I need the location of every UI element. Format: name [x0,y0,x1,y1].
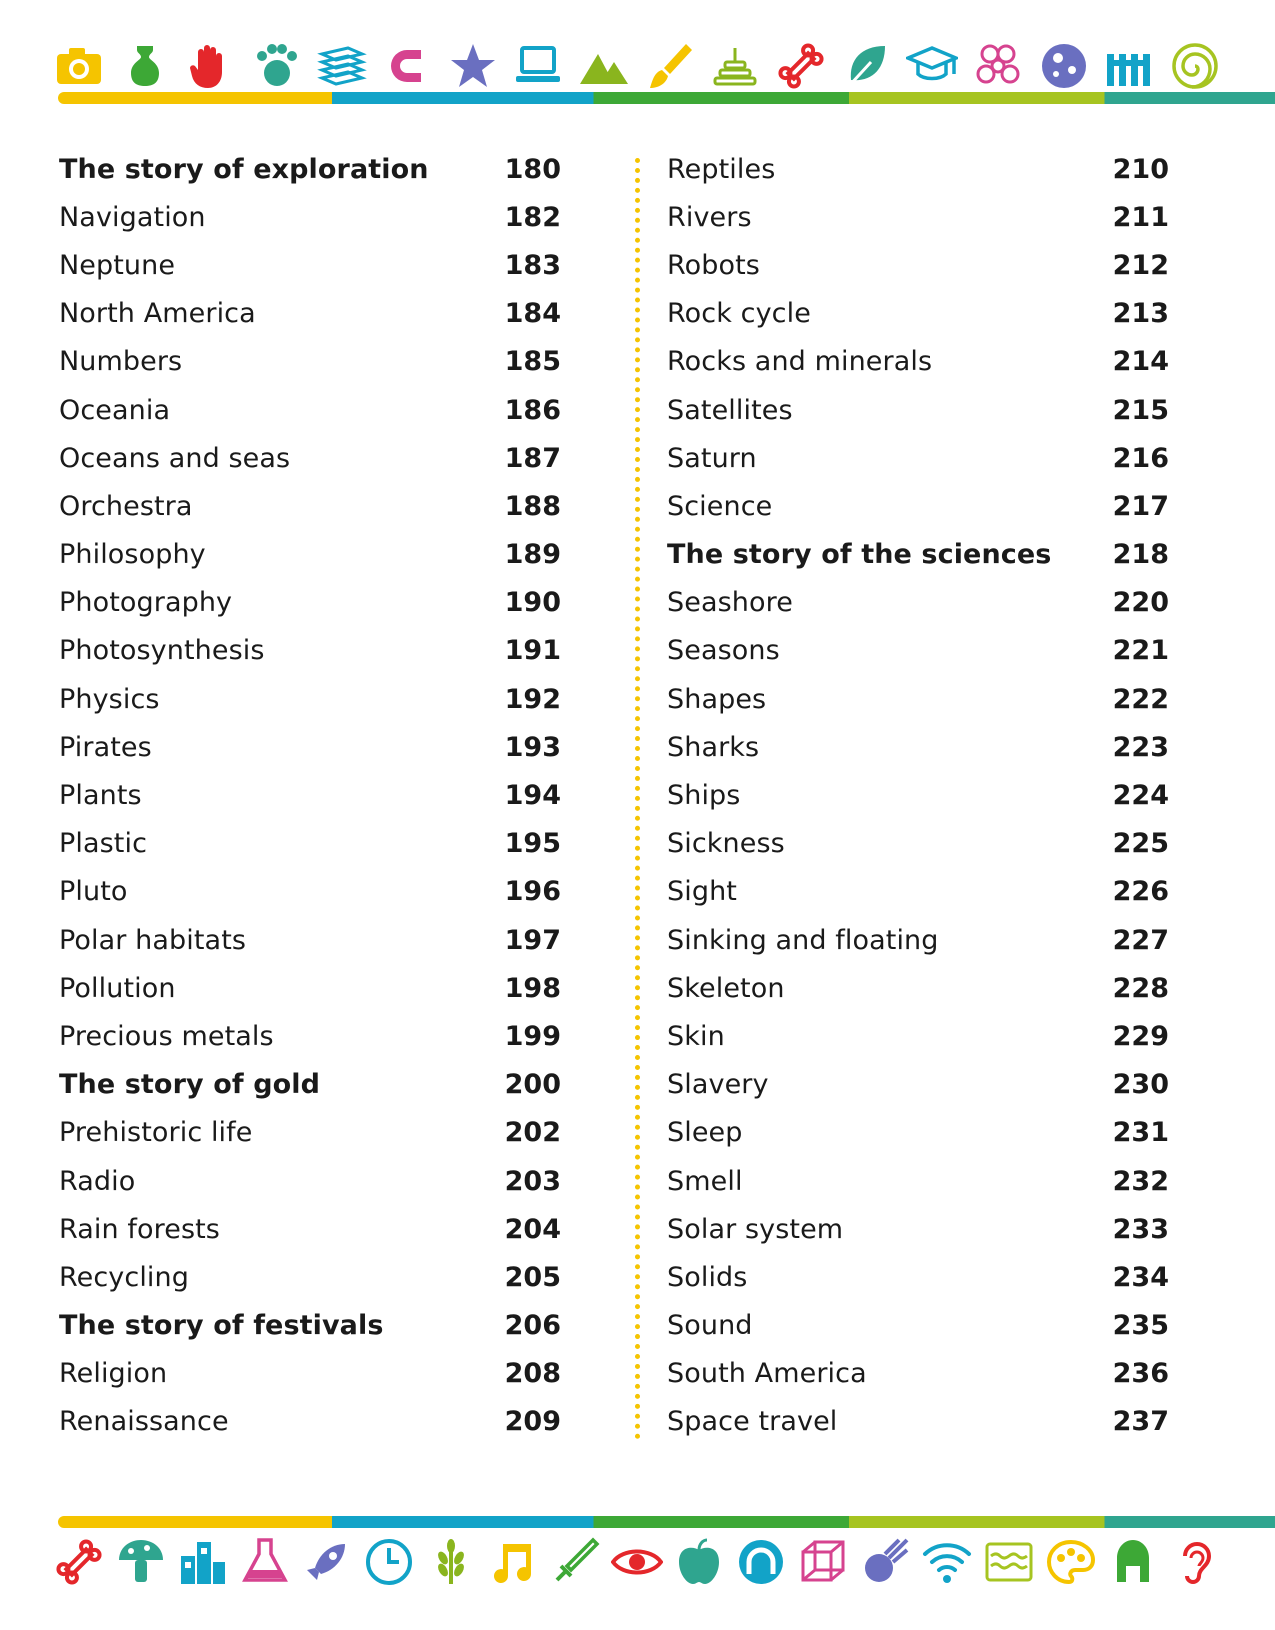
index-entry [59,868,561,916]
entry-page-number: 185 [504,346,561,378]
entry-title: Rivers [667,201,752,233]
entry-title: Satellites [667,394,793,426]
entry-page-number: 188 [504,490,561,522]
entry-page-number: 205 [504,1261,561,1293]
hand-icon [183,39,237,93]
entry-page-number: 187 [504,442,561,474]
entry-title: Reptiles [667,153,776,185]
entry-title: Precious metals [59,1020,274,1052]
entry-page-number: 191 [504,635,561,667]
entry-title: Sight [667,876,737,908]
entry-title: Rocks and minerals [667,346,933,378]
paintbrush-icon [643,39,697,93]
index-entry [59,1157,561,1205]
index-entry [59,531,561,579]
entry-page-number: 209 [504,1406,561,1438]
helmet-icon [1106,1535,1160,1589]
ear-icon [1168,1535,1222,1589]
cube-icon [796,1535,850,1589]
entry-page-number: 215 [1112,394,1169,426]
entry-title: Seasons [667,635,780,667]
star-icon [446,39,500,93]
money-stack-icon [315,39,369,93]
leaf-icon [840,39,894,93]
left-index-column [59,145,561,1446]
index-entry [667,723,1169,771]
rocket-icon [300,1535,354,1589]
entry-title: Solar system [667,1213,844,1245]
index-entry [59,338,561,386]
planet-icon [1037,39,1091,93]
wheat-icon [424,1535,478,1589]
entry-title: Sharks [667,731,760,763]
index-entry [667,1109,1169,1157]
palette-icon [1044,1535,1098,1589]
index-entry [59,1253,561,1301]
ring-stack-icon [708,39,762,93]
entry-title: Robots [667,249,760,281]
entry-page-number: 227 [1112,924,1169,956]
entry-title: The story of exploration [59,153,429,185]
entry-title: Rock cycle [667,298,811,330]
entry-page-number: 229 [1112,1020,1169,1052]
entry-title: Science [667,490,773,522]
entry-title: Seashore [667,587,793,619]
index-entry [667,579,1169,627]
entry-page-number: 210 [1112,153,1169,185]
index-entry [59,434,561,482]
spiral-shell-icon [1168,39,1222,93]
entry-title: Skin [667,1020,725,1052]
entry-title: Solids [667,1261,748,1293]
entry-page-number: 218 [1112,539,1169,571]
index-entry [59,241,561,289]
entry-page-number: 230 [1112,1069,1169,1101]
index-entry [59,1350,561,1398]
entry-page-number: 196 [504,876,561,908]
entry-page-number: 226 [1112,876,1169,908]
flask-icon [238,1535,292,1589]
index-entry [667,1398,1169,1446]
entry-page-number: 204 [504,1213,561,1245]
magnet-arc-icon [734,1535,788,1589]
entry-page-number: 198 [504,972,561,1004]
entry-title: Neptune [59,249,176,281]
entry-page-number: 217 [1112,490,1169,522]
index-entry [667,771,1169,819]
entry-page-number: 203 [504,1165,561,1197]
entry-page-number: 183 [504,249,561,281]
top-color-stripe [58,92,1275,104]
mushroom-icon [114,1535,168,1589]
column-divider [635,158,640,1440]
entry-title: Smell [667,1165,743,1197]
mountains-icon [577,39,631,93]
index-entry [667,338,1169,386]
entry-title: Photosynthesis [59,635,265,667]
entry-title: Numbers [59,346,183,378]
entry-title: Photography [59,587,233,619]
entry-page-number: 234 [1112,1261,1169,1293]
entry-page-number: 221 [1112,635,1169,667]
entry-title: Recycling [59,1261,189,1293]
entry-title: Plastic [59,828,148,860]
entry-page-number: 216 [1112,442,1169,474]
laptop-icon [511,39,565,93]
bottom-icon-row [52,1530,1222,1594]
index-entry [667,241,1169,289]
index-entry [667,868,1169,916]
entry-title: The story of festivals [59,1310,384,1342]
index-entry [667,1253,1169,1301]
right-index-column [667,145,1169,1446]
bottom-color-stripe [58,1516,1275,1528]
entry-title: Sleep [667,1117,743,1149]
entry-page-number: 197 [504,924,561,956]
comet-icon [858,1535,912,1589]
entry-title: Pirates [59,731,152,763]
entry-page-number: 220 [1112,587,1169,619]
entry-title: Philosophy [59,539,206,571]
entry-title: Rain forests [59,1213,220,1245]
entry-page-number: 202 [504,1117,561,1149]
apple-icon [672,1535,726,1589]
paw-print-icon [249,39,303,93]
entry-page-number: 208 [504,1358,561,1390]
bone-icon [774,39,828,93]
index-entry [59,1302,561,1350]
entry-title: North America [59,298,256,330]
index-entry [59,482,561,530]
entry-title: Plants [59,780,142,812]
entry-page-number: 236 [1112,1358,1169,1390]
graduation-cap-icon [905,39,959,93]
index-entry [59,1109,561,1157]
index-entry [667,1061,1169,1109]
entry-title: South America [667,1358,867,1390]
index-entry [667,145,1169,193]
entry-title: Renaissance [59,1406,229,1438]
index-entry [667,1157,1169,1205]
entry-page-number: 235 [1112,1310,1169,1342]
entry-page-number: 180 [504,153,561,185]
index-entry [667,964,1169,1012]
entry-title: Radio [59,1165,136,1197]
sword-icon [548,1535,602,1589]
index-entry [667,1205,1169,1253]
vase-icon [118,39,172,93]
entry-page-number: 184 [504,298,561,330]
index-entry [59,290,561,338]
entry-title: Saturn [667,442,757,474]
entry-page-number: 228 [1112,972,1169,1004]
entry-title: Navigation [59,201,206,233]
entry-page-number: 189 [504,539,561,571]
bone-icon [52,1535,106,1589]
entry-page-number: 231 [1112,1117,1169,1149]
index-entry [667,675,1169,723]
entry-title: Shapes [667,683,767,715]
index-entry [667,1302,1169,1350]
entry-title: Sound [667,1310,753,1342]
entry-page-number: 222 [1112,683,1169,715]
entry-page-number: 199 [504,1020,561,1052]
index-entry [59,627,561,675]
entry-page-number: 186 [504,394,561,426]
camera-icon [52,39,106,93]
index-entry [59,1205,561,1253]
entry-page-number: 182 [504,201,561,233]
entry-page-number: 224 [1112,780,1169,812]
entry-title: Pollution [59,972,176,1004]
index-entry [59,579,561,627]
index-entry [667,1012,1169,1060]
entry-page-number: 233 [1112,1213,1169,1245]
index-entry [667,531,1169,579]
entry-page-number: 190 [504,587,561,619]
entry-title: Slavery [667,1069,769,1101]
entry-title: Religion [59,1358,168,1390]
index-entry [59,675,561,723]
index-entry [59,145,561,193]
index-entry [59,1061,561,1109]
index-entry [667,290,1169,338]
entry-page-number: 195 [504,828,561,860]
index-entry [667,820,1169,868]
index-entry [667,434,1169,482]
index-entry [59,916,561,964]
index-entry [667,482,1169,530]
clock-icon [362,1535,416,1589]
entry-page-number: 232 [1112,1165,1169,1197]
castle-wall-icon [1102,39,1156,93]
index-entry [59,964,561,1012]
entry-page-number: 212 [1112,249,1169,281]
index-entry [667,916,1169,964]
index-entry [667,193,1169,241]
entry-title: Physics [59,683,160,715]
entry-title: Sickness [667,828,785,860]
index-entry [59,820,561,868]
entry-page-number: 194 [504,780,561,812]
index-entry [59,193,561,241]
entry-title: Polar habitats [59,924,247,956]
entry-title: Ships [667,780,741,812]
entry-title: Skeleton [667,972,785,1004]
entry-page-number: 237 [1112,1406,1169,1438]
entry-title: Orchestra [59,490,193,522]
entry-title: Prehistoric life [59,1117,253,1149]
entry-title: Sinking and floating [667,924,939,956]
index-entry [667,627,1169,675]
entry-page-number: 206 [504,1310,561,1342]
index-entry [59,1398,561,1446]
entry-page-number: 193 [504,731,561,763]
entry-page-number: 192 [504,683,561,715]
entry-title: Pluto [59,876,128,908]
entry-page-number: 225 [1112,828,1169,860]
index-entry [667,386,1169,434]
entry-page-number: 213 [1112,298,1169,330]
index-entry [59,723,561,771]
index-entry [59,386,561,434]
top-icon-row [52,34,1222,98]
entry-page-number: 214 [1112,346,1169,378]
wifi-icon [920,1535,974,1589]
music-note-icon [486,1535,540,1589]
eye-icon [610,1535,664,1589]
index-entry [59,1012,561,1060]
buildings-icon [176,1535,230,1589]
waves-icon [982,1535,1036,1589]
magnet-icon [380,39,434,93]
entry-page-number: 211 [1112,201,1169,233]
entry-title: Oceania [59,394,171,426]
index-entry [667,1350,1169,1398]
entry-title: The story of the sciences [667,539,1052,571]
entry-title: Oceans and seas [59,442,291,474]
entry-page-number: 200 [504,1069,561,1101]
entry-title: Space travel [667,1406,838,1438]
entry-title: The story of gold [59,1069,321,1101]
molecule-icon [971,39,1025,93]
entry-page-number: 223 [1112,731,1169,763]
index-entry [59,771,561,819]
